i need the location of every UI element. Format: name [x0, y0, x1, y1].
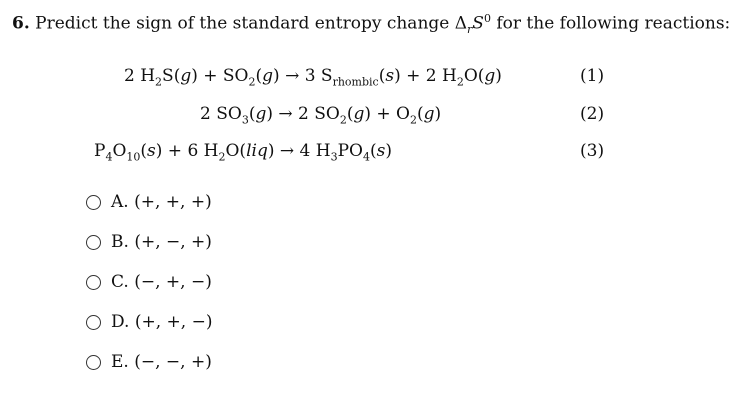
- question-number: 6.: [12, 13, 30, 34]
- reaction-number-2: (2): [580, 104, 605, 124]
- option-b[interactable]: B. (+, −, +): [86, 232, 212, 252]
- option-d[interactable]: D. (+, +, −): [86, 312, 212, 332]
- option-a[interactable]: A. (+, +, +): [86, 192, 212, 212]
- reaction-3: $P_4O_{10}(s) + 6$ $H_2O(liq) \to 4$ $H_3PO_4(s)$: [94, 141, 392, 164]
- reaction-2: 2 $SO_3(g) \to 2$ $SO_2(g) + O_2(g)$: [200, 104, 442, 127]
- option-e[interactable]: E. (−, −, +): [86, 352, 212, 372]
- radio-button-b[interactable]: [86, 235, 101, 250]
- option-c[interactable]: C. (−, +, −): [86, 272, 212, 292]
- radio-button-e[interactable]: [86, 355, 101, 370]
- radio-button-a[interactable]: [86, 195, 101, 210]
- radio-button-c[interactable]: [86, 275, 101, 290]
- reaction-number-3: (3): [580, 141, 605, 161]
- reaction-1: 2 $H_2S(g) + SO_2(g) \to 3$ $S_{rhombic}(s) + 2$ $H_2O(g)$: [124, 66, 502, 89]
- question-text: 6. Predict the sign of the standard entropy change $\Delta_rS^0$ for the following reactions:: [12, 12, 730, 37]
- reaction-number-1: (1): [580, 66, 605, 86]
- radio-button-d[interactable]: [86, 315, 101, 330]
